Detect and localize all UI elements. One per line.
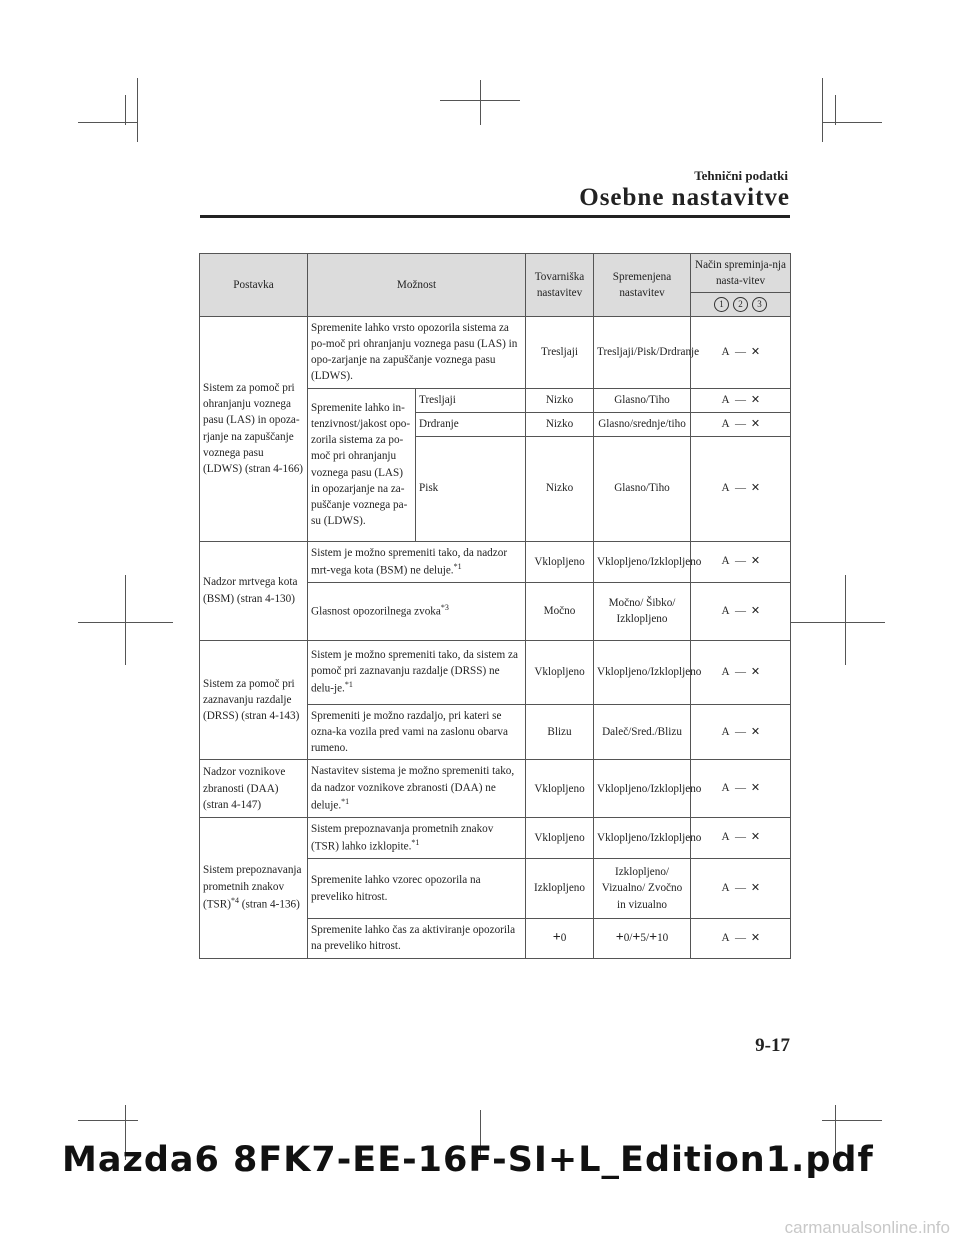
- slash: /: [629, 932, 633, 945]
- crop-mark: [822, 122, 882, 123]
- method-a: A: [721, 831, 730, 844]
- option-cell: [308, 582, 526, 640]
- table-row: [200, 817, 791, 858]
- dash-icon: —: [735, 555, 746, 568]
- changed-cell: Glasno/Tiho: [594, 436, 691, 541]
- crop-mark: [78, 1120, 138, 1121]
- option-cell: Spremenite lahko vzorec opozorila na preveliko hitrost.: [308, 859, 526, 919]
- method-cell: [691, 704, 791, 760]
- setting-cell: Nadzor voznikove zbranosti (DAA) (stran 4-147): [200, 760, 308, 817]
- method-a: A: [721, 482, 730, 495]
- method-cell: [691, 760, 791, 817]
- dash-icon: —: [735, 782, 746, 795]
- factory-cell: [526, 919, 594, 958]
- setting-page-ref: (stran 4-136): [241, 898, 300, 911]
- changed-cell: Glasno/srednje/tiho: [594, 412, 691, 436]
- option-text: Glasnost opozorilnega zvoka: [311, 605, 441, 618]
- dash-icon: —: [735, 345, 746, 358]
- method-3-icon: 3: [752, 297, 767, 312]
- method-a: A: [721, 931, 730, 944]
- footer-filename: Mazda6 8FK7-EE-16F-SI+L_Edition1.pdf: [62, 1140, 874, 1180]
- method-cell: [691, 412, 791, 436]
- method-a: A: [721, 725, 730, 738]
- table-row: [200, 541, 791, 582]
- method-a: A: [721, 555, 730, 568]
- method-cell: [691, 388, 791, 412]
- option-cell: [308, 541, 526, 582]
- changed-cell: Vklopljeno/Izklopljeno: [594, 760, 691, 817]
- dash-icon: —: [735, 882, 746, 895]
- factory-cell: Izklopljeno: [526, 859, 594, 919]
- col-method: Način spreminja-nja nasta-vitev: [691, 254, 791, 293]
- crop-mark: [835, 95, 836, 125]
- cross-icon: ✕: [750, 345, 761, 358]
- method-a: A: [721, 882, 730, 895]
- table-row: [200, 760, 791, 817]
- chapter-title: Osebne nastavitve: [579, 184, 790, 211]
- dash-icon: —: [735, 393, 746, 406]
- changed-value: 5: [640, 932, 646, 945]
- footnote-ref: *1: [453, 561, 462, 571]
- setting-cell: Sistem za pomoč pri ohranjanju voznega pasu (LAS) in opoza-rjanje na zapuščanje voznega pasu (LDWS) (stran 4-166): [200, 316, 308, 541]
- slash: /: [645, 932, 650, 945]
- crop-mark: [78, 122, 138, 123]
- cross-icon: ✕: [750, 482, 761, 495]
- crop-mark: [480, 80, 481, 125]
- col-changed: Spremenjena nastavitev: [594, 254, 691, 317]
- crop-mark: [822, 1120, 882, 1121]
- changed-cell: Vklopljeno/Izklopljeno: [594, 817, 691, 858]
- method-cell: [691, 541, 791, 582]
- method-cell: [691, 316, 791, 388]
- cross-icon: ✕: [750, 782, 761, 795]
- changed-value: 10: [657, 932, 669, 945]
- dash-icon: —: [735, 417, 746, 430]
- crop-mark: [125, 575, 126, 665]
- method-cell: [691, 640, 791, 704]
- plus-icon: +: [632, 930, 641, 946]
- factory-cell: Blizu: [526, 704, 594, 760]
- option-cell: [308, 760, 526, 817]
- page-number: 9-17: [755, 1035, 790, 1056]
- cross-icon: ✕: [750, 417, 761, 430]
- cross-icon: ✕: [750, 665, 761, 678]
- plus-icon: +: [615, 930, 624, 946]
- factory-cell: Nizko: [526, 388, 594, 412]
- cross-icon: ✕: [750, 725, 761, 738]
- col-factory: Tovarniška nastavitev: [526, 254, 594, 317]
- changed-cell: Daleč/Sred./Blizu: [594, 704, 691, 760]
- factory-value: 0: [560, 932, 567, 945]
- dash-icon: —: [735, 931, 746, 944]
- table-header-row: [200, 254, 791, 293]
- setting-cell: [200, 817, 308, 958]
- option-cell: Spremeniti je možno razdaljo, pri kateri se ozna-ka vozila pred vami na zaslonu obarva rumeno.: [308, 704, 526, 760]
- col-setting: Postavka: [200, 254, 308, 317]
- factory-cell: Nizko: [526, 412, 594, 436]
- cross-icon: ✕: [750, 604, 761, 617]
- sub-option-cell: Tresljaji: [416, 388, 526, 412]
- changed-cell: Vklopljeno/Izklopljeno: [594, 541, 691, 582]
- method-a: A: [721, 393, 730, 406]
- crop-mark: [790, 622, 885, 623]
- sub-option-cell: Pisk: [416, 436, 526, 541]
- section-label: Tehnični podatki: [694, 168, 788, 183]
- method-cell: [691, 859, 791, 919]
- plus-icon: +: [552, 930, 561, 946]
- crop-mark: [440, 100, 520, 101]
- footnote-ref: *1: [411, 838, 420, 848]
- factory-cell: Vklopljeno: [526, 760, 594, 817]
- factory-cell: Vklopljeno: [526, 640, 594, 704]
- method-a: A: [721, 345, 730, 358]
- dash-icon: —: [735, 482, 746, 495]
- method-cell: [691, 436, 791, 541]
- changed-cell: Vklopljeno/Izklopljeno: [594, 640, 691, 704]
- watermark: carmanualsonline.info: [784, 1218, 950, 1237]
- dash-icon: —: [735, 725, 746, 738]
- setting-cell: Sistem za pomoč pri zaznavanju razdalje (DRSS) (stran 4-143): [200, 640, 308, 760]
- method-cell: [691, 919, 791, 958]
- option-cell: Spremenite lahko in-tenzivnost/jakost opo-zorila sistema za po-moč pri ohranjanju voznega pasu (LAS) in opozarjanje na za-puščanje voznega pa-su (LDWS).: [308, 388, 416, 541]
- title-rule: [200, 215, 790, 218]
- plus-icon: +: [649, 930, 658, 946]
- footnote-ref: *4: [230, 895, 239, 905]
- changed-cell: Glasno/Tiho: [594, 388, 691, 412]
- cross-icon: ✕: [750, 555, 761, 568]
- method-a: A: [721, 782, 730, 795]
- changed-value: 0: [623, 932, 630, 945]
- setting-text: Sistem prepoznavanja prometnih znakov (TSR): [203, 864, 302, 911]
- table-row: [200, 640, 791, 704]
- dash-icon: —: [735, 831, 746, 844]
- method-2-icon: 2: [733, 297, 748, 312]
- sub-option-cell: Drdranje: [416, 412, 526, 436]
- cross-icon: ✕: [750, 931, 761, 944]
- option-cell: [308, 640, 526, 704]
- option-text: Nastavitev sistema je možno spremeniti tako, da nadzor voznikove zbranosti (DAA) ne deluje.: [311, 765, 515, 812]
- footnote-ref: *3: [440, 603, 449, 613]
- factory-cell: Vklopljeno: [526, 817, 594, 858]
- factory-cell: Tresljaji: [526, 316, 594, 388]
- factory-cell: Nizko: [526, 436, 594, 541]
- option-cell: Spremenite lahko čas za aktiviranje opozorila na preveliko hitrost.: [308, 919, 526, 958]
- crop-mark: [137, 78, 138, 142]
- option-text: Sistem je možno spremeniti tako, da nadzor mrt-vega kota (BSM) ne deluje.: [311, 546, 508, 577]
- option-text: Sistem prepoznavanja prometnih znakov (TSR) lahko izklopite.: [311, 822, 494, 853]
- crop-mark: [78, 622, 173, 623]
- changed-cell: [594, 919, 691, 958]
- settings-table: [199, 253, 791, 959]
- method-icons: [691, 293, 791, 316]
- cross-icon: ✕: [750, 831, 761, 844]
- dash-icon: —: [735, 604, 746, 617]
- cross-icon: ✕: [750, 882, 761, 895]
- method-1-icon: 1: [714, 297, 729, 312]
- method-a: A: [721, 665, 730, 678]
- table-row: [200, 316, 791, 388]
- changed-cell: Izklopljeno/ Vizualno/ Zvočno in vizualno: [594, 859, 691, 919]
- dash-icon: —: [735, 665, 746, 678]
- crop-mark: [845, 575, 846, 665]
- method-a: A: [721, 417, 730, 430]
- crop-mark: [822, 78, 823, 142]
- factory-cell: Močno: [526, 582, 594, 640]
- factory-cell: Vklopljeno: [526, 541, 594, 582]
- method-cell: [691, 817, 791, 858]
- footnote-ref: *1: [341, 796, 350, 806]
- option-text: Sistem je možno spremeniti tako, da sistem za pomoč pri zaznavanju razdalje (DRSS) ne delu-je.: [311, 649, 518, 696]
- crop-mark: [125, 95, 126, 125]
- changed-cell: Močno/ Šibko/ Izklopljeno: [594, 582, 691, 640]
- cross-icon: ✕: [750, 393, 761, 406]
- method-a: A: [721, 604, 730, 617]
- footnote-ref: *1: [344, 680, 353, 690]
- col-option: Možnost: [308, 254, 526, 317]
- method-cell: [691, 582, 791, 640]
- option-cell: Spremenite lahko vrsto opozorila sistema za po-moč pri ohranjanju voznega pasu (LAS) in opo-zarjanje na zapuščanje voznega pasu (LDWS).: [308, 316, 526, 388]
- option-cell: [308, 817, 526, 858]
- setting-cell: Nadzor mrtvega kota (BSM) (stran 4-130): [200, 541, 308, 640]
- changed-cell: Tresljaji/Pisk/Drdranje: [594, 316, 691, 388]
